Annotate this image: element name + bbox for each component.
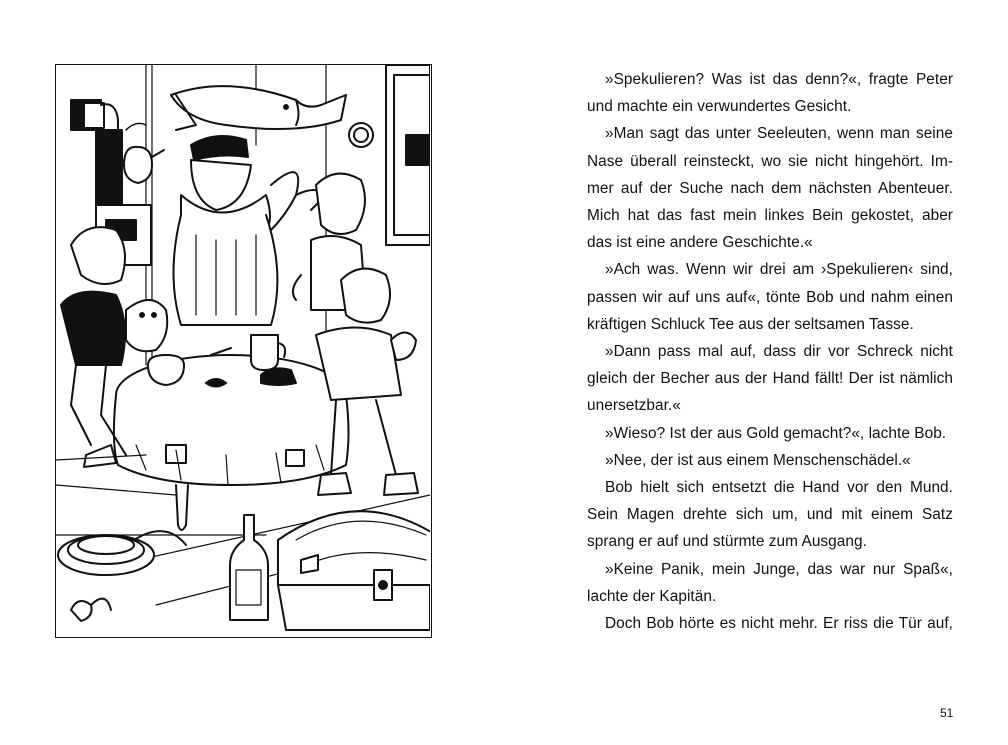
text-line: »Spekulieren? Was ist das denn?«, fragte Peter bbox=[605, 71, 953, 88]
bottle bbox=[230, 515, 268, 620]
mouse bbox=[71, 599, 111, 621]
paragraph bbox=[587, 447, 953, 474]
porthole bbox=[349, 123, 373, 147]
text-line: Mich hat das fast mein linkes Bein gekostet, aber bbox=[587, 207, 953, 225]
text-line: »Nee, der ist aus einem Menschenschädel.« bbox=[605, 451, 911, 469]
paragraph bbox=[587, 610, 953, 637]
page-number: 51 bbox=[940, 706, 954, 720]
text-line: gleich der Becher aus der Hand fällt! Der ist nämlich bbox=[587, 370, 953, 388]
paragraph bbox=[587, 338, 953, 420]
paragraph bbox=[587, 120, 953, 256]
text-line: Bob hielt sich entsetzt die Hand vor den Mund. bbox=[605, 479, 953, 497]
comic-illustration-icon bbox=[56, 65, 430, 636]
window bbox=[386, 65, 430, 245]
fish-trophy bbox=[171, 86, 346, 130]
paragraph bbox=[587, 420, 953, 447]
text-line: »Man sagt das unter Seeleuten, wenn man seine bbox=[605, 125, 953, 143]
text-line: kräftigen Schluck Tee aus der seltsamen Tasse. bbox=[587, 315, 914, 333]
text-line: das ist eine andere Geschichte.« bbox=[587, 234, 813, 252]
text-line: mer auf der Suche nach dem nächsten Abenteuer. bbox=[587, 179, 953, 197]
text-line: Sein Magen drehte sich um, und mit einem Satz bbox=[587, 506, 953, 524]
treasure-chest bbox=[278, 511, 430, 630]
captain bbox=[174, 136, 327, 325]
text-line: sprang er auf und stürmte zum Ausgang. bbox=[587, 533, 867, 551]
paragraph bbox=[587, 556, 953, 610]
paragraph bbox=[587, 256, 953, 338]
seal bbox=[126, 300, 167, 351]
illustration bbox=[55, 64, 432, 638]
table bbox=[114, 355, 349, 530]
text-line: lachte der Kapitän. bbox=[587, 587, 717, 605]
text-line: Nase überall reinsteckt, wo sie nicht hingehört. Im- bbox=[587, 152, 953, 170]
text-line: »Ach was. Wenn wir drei am ›Spekulieren‹ sind, bbox=[605, 261, 953, 279]
text-line: und machte ein verwundertes Gesicht. bbox=[587, 98, 852, 116]
paragraph bbox=[587, 474, 953, 556]
text-line: »Wieso? Ist der aus Gold gemacht?«, lachte Bob. bbox=[605, 424, 947, 442]
coiled-rope bbox=[58, 531, 186, 575]
text-line: »Dann pass mal auf, dass dir vor Schreck nicht bbox=[605, 343, 953, 361]
paragraph bbox=[587, 66, 953, 120]
text-line: unersetzbar.« bbox=[587, 397, 681, 415]
story-text bbox=[587, 66, 953, 637]
text-line: »Keine Panik, mein Junge, das war nur Spaß«, bbox=[605, 560, 953, 578]
text-line: Doch Bob hörte es nicht mehr. Er riss die Tür auf, bbox=[605, 615, 953, 633]
teapot bbox=[119, 147, 164, 183]
text-line: passen wir auf uns auf«, tönte Bob und nahm einen bbox=[587, 288, 953, 306]
